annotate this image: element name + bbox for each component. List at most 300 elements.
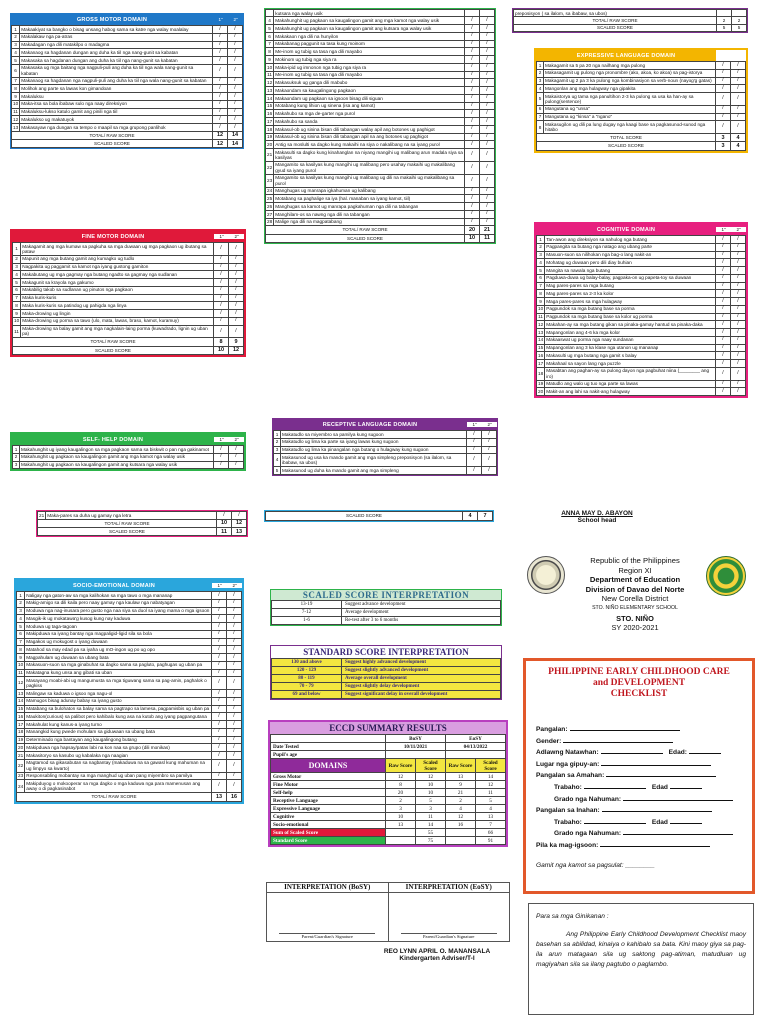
item-number: 2 [17, 599, 25, 607]
check-mark: / [227, 623, 242, 631]
item-text: Molihok ang parte sa lawas kon gimandoan [20, 85, 213, 93]
check-mark: / [465, 17, 480, 25]
check-mark: / [482, 454, 497, 467]
check-mark: / [480, 174, 495, 187]
eccd-cell: Pupil's age [271, 751, 386, 759]
item-number: 14 [538, 337, 544, 343]
check-mark: / [716, 121, 731, 134]
item-row [17, 661, 242, 669]
check-mark: / [465, 56, 480, 64]
item-number: 1 [12, 26, 20, 34]
item-row [266, 102, 495, 110]
check-mark: / [731, 85, 746, 93]
check-mark: / [228, 57, 243, 65]
header-line-8: SY 2020-2021 [611, 623, 659, 633]
item-row [537, 344, 746, 352]
item-row [274, 467, 497, 475]
check-mark: / [716, 113, 731, 121]
item-number: 24 [267, 188, 273, 194]
item-text: Magtamod sa gikasabutan sa nagbantay (makaduwa na sa gawasl kung mahuman na ug limpyo sa kwarto) [25, 759, 212, 772]
check-mark: / [229, 317, 244, 325]
interp-row [272, 609, 501, 617]
parent-signature-eosy: Parent/Guardian's Signature [423, 934, 475, 939]
item-text: Makahunghit ug pagkaon sa kaugalingon gamit ang mga kamot nga walay usik [274, 17, 465, 25]
eccd-cell: 10 [416, 789, 446, 797]
item-row [13, 302, 244, 310]
item-text: Mapangonlan ang 3 ka klase nga utanon ug mananap [545, 344, 716, 352]
scaled-score-row [38, 528, 247, 536]
item-number: 3 [13, 263, 21, 271]
form-field-input[interactable] [563, 736, 673, 743]
check-mark: / [480, 87, 495, 95]
item-text: Makipduyog o mokooperar sa mga dagko o mga kaduwa nga para mamenusan ang away o di pagkasinabot [25, 780, 212, 793]
item-row [17, 736, 242, 744]
item-row [266, 133, 495, 141]
item-row [13, 317, 244, 325]
item-number: 5 [537, 267, 545, 275]
check-mark: / [213, 49, 228, 57]
check-mark: / [482, 431, 497, 439]
eccd-row [271, 781, 506, 789]
check-mark: / [229, 243, 244, 256]
item-text: Makahunghit ug pagkaon sa kaugalingon gamit ang mga kamot nga walay usik [20, 453, 214, 461]
check-mark: / [731, 267, 746, 275]
item-number: 11 [538, 314, 544, 320]
scaled-interp-title: SCALED SCORE INTERPRETATION [271, 590, 501, 600]
check-mark: / [480, 133, 495, 141]
item-text: Makasul-ob ug sinina bisan dili tabangan walay apil ang botones ug paghigot [274, 125, 465, 133]
check-mark: / [731, 69, 746, 77]
item-number: 1 [13, 243, 21, 256]
check-mark: / [731, 243, 746, 251]
form-field-input[interactable] [602, 805, 712, 812]
item-text: Maga pares-pares sa mga hulagway [545, 298, 716, 306]
item-row [17, 654, 242, 662]
check-mark: / [227, 661, 242, 669]
item-number: 22 [266, 161, 274, 174]
item-row [537, 62, 746, 70]
header-line-1: Republic of the Philippines [590, 556, 680, 565]
check-mark: / [213, 108, 228, 116]
item-row [13, 271, 244, 279]
item-text: Matabang sa bulohaton sa balay sama sa pagtrapo sa lamesa, pagpamisbis ug uban pa [25, 705, 212, 713]
check-mark: / [716, 290, 731, 298]
item-number: 18 [18, 729, 24, 735]
form-field-input[interactable] [623, 828, 733, 835]
item-number: 3 [537, 77, 544, 85]
eccd-cell: 12 [446, 813, 476, 821]
item-number: 12 [17, 677, 25, 690]
item-text: Makaluksu-lukso katulo gamit ang pinili nga tiil [20, 108, 213, 116]
check-mark: / [228, 116, 243, 124]
item-text: Makasulti sa dagko kung kinahanglan na niyang mangihi ug malibang arun madala siya sa kasilyas [275, 149, 463, 161]
item-number: 12 [13, 116, 19, 122]
item-number: 2 [13, 255, 21, 263]
form-field-input[interactable] [584, 782, 646, 789]
item-row [12, 93, 243, 101]
item-text: Makabutang ug mga gagmay nga butang ngadto sa gagmay nga sudlanan [21, 271, 214, 279]
form-field-input[interactable] [670, 817, 702, 824]
check-mark: / [212, 669, 227, 677]
item-row [537, 336, 746, 344]
form-field-label: Pangalan sa Inahan: [536, 807, 600, 815]
eccd-cell: 91 [476, 837, 506, 845]
check-mark: / [731, 313, 746, 321]
check-mark: / [212, 772, 227, 780]
raw-score-row-value: 4 [731, 134, 746, 142]
eccd-cell: 12 [386, 773, 416, 781]
check-mark: / [227, 646, 242, 654]
form-field-label: Trabaho: [554, 783, 582, 791]
check-mark: / [232, 512, 247, 520]
item-row [266, 71, 495, 79]
item-number: 3 [537, 251, 545, 259]
form-field-input[interactable] [606, 770, 716, 777]
fine-motor-panel [10, 229, 246, 357]
check-mark: / [731, 105, 746, 113]
raw-score-row-label: TOTAL/ RAW SCORE [17, 793, 212, 801]
eccd-cell: 14 [416, 821, 446, 829]
eccd-cell: Sum of Scaled Score [271, 829, 386, 837]
form-field-input[interactable] [570, 724, 680, 731]
item-row [537, 259, 746, 267]
item-number: 6 [12, 64, 20, 77]
item-row [537, 274, 746, 282]
item-number: 23 [18, 773, 24, 779]
checklist-title-2: and DEVELOPMENT [592, 678, 686, 688]
item-text: kutsara nga walay usik [274, 10, 465, 17]
check-mark: / [212, 599, 227, 607]
item-number: 18 [537, 367, 545, 380]
check-mark: / [465, 125, 480, 133]
item-text: Makadagan nga dili matakilpo o madagma [20, 41, 213, 49]
form-field-label: Adlawng Natawhan: [536, 749, 599, 757]
item-row [266, 40, 495, 48]
check-mark: / [227, 677, 242, 690]
item-number: 9 [266, 56, 274, 64]
item-row [38, 512, 247, 520]
item-row [17, 615, 242, 623]
raw-score-row-value: 13 [212, 793, 227, 801]
item-text: Makasayaw nga dungan sa tempo o maapil sa mga grupong panlihok [20, 124, 213, 132]
item-text: Makasaka ug mga baitang nga nagpuli-puli ang duha ka tiil nga wala nang-gunit sa kabatan [20, 64, 213, 77]
form-field-row [536, 782, 752, 794]
item-row [266, 110, 495, 118]
item-row [537, 329, 746, 337]
form-field-row [536, 736, 752, 748]
item-text: Manghugas ug manrapa igkahuman ug kalibang [274, 187, 465, 195]
item-row [537, 69, 746, 77]
item-number: 9 [17, 654, 25, 662]
form-field-label: Trabaho: [554, 818, 582, 826]
raw-score-row [13, 338, 244, 346]
form-field-input[interactable] [689, 747, 721, 754]
check-mark: / [227, 744, 242, 752]
eccd-cell: EoSY [446, 735, 506, 743]
interp-text: Suggest advance development [342, 601, 501, 609]
form-field-label: Edad [651, 818, 668, 826]
check-mark: / [731, 113, 746, 121]
check-mark: / [716, 243, 731, 251]
check-mark: / [465, 102, 480, 110]
check-mark: / [716, 282, 731, 290]
item-number: 20 [538, 388, 544, 394]
check-mark: / [227, 638, 242, 646]
check-mark: / [228, 41, 243, 49]
item-number: 5 [13, 279, 21, 287]
item-number: 16 [18, 713, 24, 719]
item-number: 8 [13, 302, 21, 310]
check-mark: / [465, 48, 480, 56]
eccd-cell: 13 [476, 813, 506, 821]
item-row [17, 638, 242, 646]
form-field-input[interactable] [623, 794, 733, 801]
cognitive-panel [534, 222, 748, 398]
check-mark: / [480, 187, 495, 195]
form-field-row [536, 724, 752, 736]
item-number: 17 [267, 118, 273, 124]
item-number: 4 [537, 85, 544, 93]
item-row [13, 453, 244, 461]
check-mark: / [214, 453, 229, 461]
header-line-5: New Corella District [601, 594, 669, 604]
eccd-cell: 10 [416, 781, 446, 789]
item-text: Determinado nga bantayan ang kaugalingong butang [25, 736, 212, 744]
item-text: Mag pares-pares sa 2-3 ka kolor [545, 290, 716, 298]
item-number: 8 [537, 290, 545, 298]
item-row [274, 438, 497, 446]
socio-emotional-table [16, 591, 242, 802]
form-field-row [536, 805, 752, 817]
check-mark: / [227, 772, 242, 780]
check-mark: / [716, 360, 731, 368]
check-mark: / [212, 638, 227, 646]
check-mark: / [480, 118, 495, 126]
eccd-cell [446, 829, 476, 837]
item-number: 22 [17, 759, 25, 772]
form-field-input[interactable] [600, 840, 710, 847]
socio-title: SOCIO-EMOTIONAL DOMAIN [73, 582, 155, 589]
check-mark: / [731, 62, 746, 70]
item-text: Makatudlo ug lima ka pinangalan nga butang o hulagway kung sugoon [281, 446, 467, 454]
check-mark: / [229, 446, 244, 454]
check-mark: / [228, 64, 243, 77]
check-mark: / [229, 263, 244, 271]
item-row [266, 25, 495, 33]
score-range: 120 - 129 [272, 667, 342, 675]
item-text: Maukiton(curious) sa palibot pero kahibalo kung asa na kutob ang iyang pagpangutana [25, 713, 212, 721]
item-text: Mangamito sa kasilyas kung mangihi ug malibang pero usahay makaihi ug makalibang gyud sa iyang purol [274, 161, 465, 174]
check-mark: / [212, 630, 227, 638]
item-text: Malingaw sa kaduwa o igsoo nga nagu-ol [25, 690, 212, 698]
form-field-input[interactable] [584, 817, 646, 824]
item-row [17, 780, 242, 793]
eccd-cell: 10/11/2021 [386, 743, 446, 751]
item-row [13, 446, 244, 454]
check-mark: / [731, 236, 746, 244]
check-mark: / [467, 446, 482, 454]
check-mark: / [465, 141, 480, 149]
item-number: 2 [537, 243, 545, 251]
check-mark: / [213, 26, 228, 34]
item-number: 3 [12, 41, 20, 49]
item-row [13, 286, 244, 294]
item-row [13, 263, 244, 271]
item-number: 20 [267, 142, 273, 148]
score-header: Raw Score [386, 759, 416, 773]
eccd-cell: 20 [386, 789, 416, 797]
check-mark: / [716, 77, 731, 85]
item-number: 10 [18, 662, 24, 668]
raw-score-row-label: TOTAL/ RAW SCORE [13, 338, 214, 346]
socio-emotional-panel [14, 578, 244, 804]
item-number: 2 [537, 69, 544, 77]
form-field-input[interactable] [601, 759, 711, 766]
eccd-cell: 2 [446, 797, 476, 805]
item-text: Makipduwa nga hapsay/patas labi na kon naa sa grupo (dili monikas) [25, 744, 212, 752]
check-mark: / [465, 187, 480, 195]
form-field-label: Lugar nga gipuy-an: [536, 760, 600, 768]
item-number: 17 [538, 360, 544, 366]
check-mark: / [227, 721, 242, 729]
eccd-cell: Expressive Language [271, 805, 386, 813]
form-field-input[interactable] [601, 747, 663, 754]
item-row [266, 174, 495, 187]
check-mark: / [731, 352, 746, 360]
item-number: 15 [18, 706, 24, 712]
check-mark [480, 10, 495, 17]
raw-score-row-value: 10 [217, 519, 232, 527]
item-number: 24 [17, 780, 25, 793]
raw-score-row-value: 14 [228, 131, 243, 139]
check-mark: / [716, 336, 731, 344]
item-number: 8 [17, 646, 25, 654]
division-seal-logo [706, 556, 746, 596]
score-range: 1-6 [272, 617, 342, 625]
check-mark: / [480, 161, 495, 174]
form-field-label: Pila ka mag-igsoon: [536, 841, 599, 849]
self-help-panel [10, 432, 246, 471]
check-mark: / [213, 100, 228, 108]
item-row [537, 85, 746, 93]
interp-text: Average development [342, 609, 501, 617]
eccd-cell [386, 751, 446, 759]
item-text: Mamugos bisag adunay babay sa iyang gusto [25, 697, 212, 705]
item-number: 1 [537, 62, 544, 70]
check-mark: / [731, 380, 746, 388]
h2: 2" [229, 437, 244, 442]
check-mark: / [214, 302, 229, 310]
item-row [266, 203, 495, 211]
item-row [17, 677, 242, 690]
eccd-cell: 11 [416, 813, 446, 821]
item-text: Mangita sa nawala nga butang [545, 267, 716, 275]
expressive-language-panel [534, 48, 748, 153]
check-mark: / [465, 210, 480, 218]
receptive-scaled-score-row [264, 510, 494, 522]
item-row [13, 255, 244, 263]
check-mark: / [227, 759, 242, 772]
check-mark: / [716, 367, 731, 380]
item-number: 10 [267, 64, 273, 70]
header-line-2: Region XI [618, 565, 652, 575]
check-mark: / [465, 203, 480, 211]
item-row [266, 56, 495, 64]
item-row [266, 210, 495, 218]
check-mark: / [229, 453, 244, 461]
scaled-score-row-value: 12 [229, 346, 244, 354]
check-mark: / [227, 690, 242, 698]
item-number: 18 [267, 126, 273, 132]
raw-score-row [12, 131, 243, 139]
check-mark: / [217, 512, 232, 520]
check-mark: / [227, 697, 242, 705]
item-text: Makaakiyat sa bangko o bisag unsang habog sama sa katre nga walay moalalay [20, 26, 213, 34]
item-number: 4 [17, 615, 25, 623]
interp-eosy-label: INTERPRETATION (EoSY) [405, 883, 492, 891]
check-mark: / [229, 310, 244, 318]
h2: 2" [731, 227, 746, 232]
check-mark: / [480, 63, 495, 71]
check-mark: / [465, 118, 480, 126]
scaled-score-row [537, 142, 746, 150]
item-number: 7 [12, 77, 20, 85]
item-number: 14 [18, 698, 24, 704]
check-mark: / [212, 697, 227, 705]
item-number: 6 [537, 274, 545, 282]
item-text: Nagpakita ug paggamit sa kamot nga iyang gustong gamiton [21, 263, 214, 271]
item-number: 13 [13, 124, 19, 130]
form-field-label: Grado nga Nahuman: [554, 795, 622, 803]
item-text: Makaondam ug pagkaon sa igsoon bisag dili siguan [274, 94, 465, 102]
scaled-score-row [266, 234, 495, 242]
scaled-2: 5 [732, 24, 747, 31]
item-text: Malige nga dili na magpatabang [274, 218, 465, 226]
header-line-6: STO. NIÑO ELEMENTARY SCHOOL [592, 604, 678, 611]
item-text: Makahunghit ug pagkaon sa kaugalingon gamit ang kutsara nga walay usik [20, 461, 214, 469]
item-row [266, 48, 495, 56]
item-number: 9 [13, 310, 21, 318]
form-field-input[interactable] [670, 782, 702, 789]
cognitive-title: COGNITIVE DOMAIN [596, 226, 656, 233]
item-number: 11 [13, 325, 21, 338]
eccd-row [271, 813, 506, 821]
check-mark: / [212, 677, 227, 690]
item-text: Makasitoryo sa kasubo ug kabalaka nga naagian [25, 752, 212, 760]
eccd-cell: Fine Motor [271, 781, 386, 789]
check-mark: / [465, 149, 480, 162]
check-mark: / [731, 367, 746, 380]
item-row [12, 100, 243, 108]
domains-header: DOMAINS [271, 759, 386, 773]
item-text: Mangutana ug "kinsa" a "ngano" [544, 113, 716, 121]
item-text: Makasugilon ug dili pa lung dugay nga kaagi base sa pagkasunod-sunod nga hitabo [544, 121, 716, 134]
item-number: 3 [13, 461, 20, 469]
item-text: Makasulti ug mga butang nga gamit s balay [545, 352, 716, 360]
check-mark: / [480, 195, 495, 203]
note-title: Para sa mga Ginikanan : [536, 913, 609, 920]
check-mark: / [212, 705, 227, 713]
eccd-cell: 12 [416, 773, 446, 781]
self-help-continued-table [265, 9, 495, 243]
item-number: 6 [266, 32, 274, 40]
raw-score-row-value: 16 [227, 793, 242, 801]
check-mark: / [731, 329, 746, 337]
item-text: Maka-drowing ug lingin [21, 310, 214, 318]
check-mark: / [228, 108, 243, 116]
self-help-table [12, 445, 244, 469]
item-text: Makahan-ay sa mga butang gikan sa pinaka-gamay hantud sa pinaka-daka [545, 321, 716, 329]
